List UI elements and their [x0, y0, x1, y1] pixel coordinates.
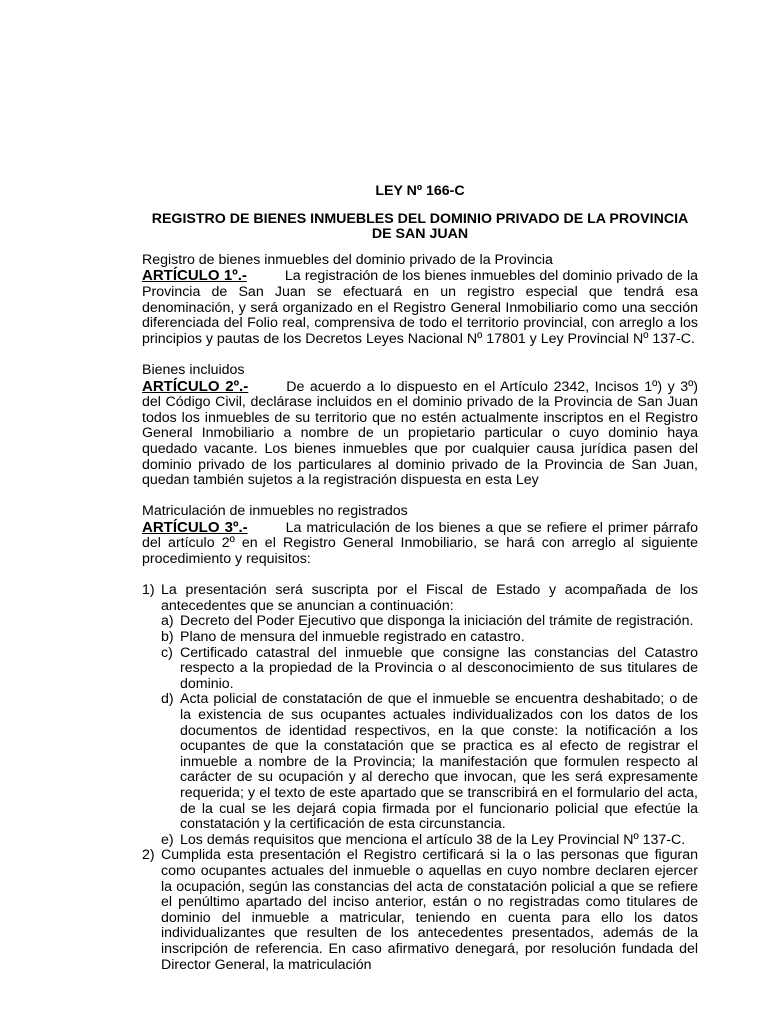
article-2-body: [142, 379, 698, 489]
article-2-text: De acuerdo a lo dispuesto en el Artículo 2342, Incisos 1º) y 3º) del Código Civil, declárase incluidos en el dominio privado de la Provincia de San Juan todos los inmuebles de su territorio que no estén actualmente inscriptos en el Registro General Inmobiliario a nombre de un propietario particular o cuyo dominio haya quedado vacante. Los bienes inmuebles que por cualquier causa jurídica pasen del dominio privado de los particulares al dominio privado de la Provincia de San Juan, quedan también sujetos a la registración dispuesta en esta Ley: [142, 378, 698, 489]
article-1-text: La registración de los bienes inmuebles del dominio privado de la Provincia de San Juan se efectuará en un registro especial que tendrá esa denominación, y será organizado en el Registro General Inmobiliario como una sección diferenciada del Folio real, comprensiva de todo el territorio provincial, con arreglo a los principios y pautas de los Decretos Leyes Nacional Nº 17801 y Ley Provincial Nº 137-C.: [142, 268, 698, 347]
requirements-sublist: [161, 614, 698, 848]
article-3-section: [142, 504, 698, 567]
article-3-text: La matriculación de los bienes a que se refiere el primer párrafo del artículo 2º en el Registro General Inmobiliario, se hará con arreglo al siguiente procedimiento y requisitos:: [142, 519, 698, 568]
list-item-text: La presentación será suscripta por el Fiscal de Estado y acompañada de los antecedentes que se anuncian a continuación:: [161, 582, 698, 614]
list-item-1: [142, 583, 698, 848]
sublist-item-text: Acta policial de constatación de que el inmueble se encuentra deshabitado; o de la existencia de sus ocupantes actuales individualizados con los datos de los documentos de identidad respectivos, en la que conste: la notificación a los ocupantes de que la constatación que se practica es al efecto de registrar el inmueble a nombre de la Provincia; la manifestación que formulen respecto al carácter de su ocupación y al derecho que invocan, que les será expresamente requerida; y el texto de este apartado que se transcribirá en el formulario del acta, de la cual se les dejará copia firmada por el funcionario policial que efectúe la constatación y la certificación de esta circunstancia.: [180, 691, 698, 833]
list-marker: 2): [142, 847, 155, 864]
article-1-body: [142, 268, 698, 347]
document-title: REGISTRO DE BIENES INMUEBLES DEL DOMINIO PRIVADO DE LA PROVINCIA DE SAN JUAN: [151, 210, 689, 243]
procedure-list: [142, 583, 698, 973]
sublist-item-e: [161, 833, 698, 849]
sublist-marker: a): [161, 613, 174, 630]
spacer: [142, 568, 698, 584]
article-2-subtitle: Bienes incluidos: [142, 361, 245, 378]
sublist-item-a: [161, 614, 698, 630]
article-2-label: ARTÍCULO 2º.-: [142, 377, 249, 395]
list-marker: 1): [142, 582, 155, 599]
sublist-item-text: Certificado catastral del inmueble que consigne las constancias del Catastro respecto a la propiedad de la Provincia o al desconocimiento de sus titulares de dominio.: [180, 644, 698, 692]
spacer: [142, 347, 698, 363]
sublist-item-text: Plano de mensura del inmueble registrado en catastro.: [180, 629, 525, 646]
sublist-marker: b): [161, 629, 174, 646]
list-item-2: [142, 848, 698, 973]
article-1-section: [142, 253, 698, 348]
sublist-item-text: Los demás requisitos que menciona el artículo 38 de la Ley Provincial Nº 137-C.: [180, 831, 686, 848]
sublist-marker: d): [161, 691, 174, 708]
law-number: LEY Nº 166-C: [375, 183, 465, 199]
sublist-item-b: [161, 630, 698, 646]
sublist-marker: c): [161, 644, 173, 661]
article-2-section: [142, 363, 698, 489]
article-3-body: [142, 520, 698, 568]
sublist-item-text: Decreto del Poder Ejecutivo que disponga la iniciación del trámite de registración.: [180, 613, 694, 630]
article-1-subtitle: Registro de bienes inmuebles del dominio privado de la Provincia: [142, 251, 553, 268]
spacer: [142, 489, 698, 505]
document-page: [142, 184, 698, 973]
sublist-marker: e): [161, 831, 174, 848]
list-item-text: Cumplida esta presentación el Registro certificará si la o las personas que figuran como ocupantes actuales del inmueble o aquellas en cuyo nombre declaren ejercer la ocupación, según las constancias del acta de constatación policial a que se refiere el penúltimo apartado del inciso anterior, están o no registradas como titulares de dominio del inmueble a matricular, teniendo en cuenta para ello los datos individualizantes que resulten de los antecedentes presentados, además de la inscripción de referencia. En caso afirmativo denegará, por resolución fundada del Director General, la matriculación: [161, 847, 698, 973]
article-1-label: ARTÍCULO 1º.-: [142, 267, 247, 285]
article-3-subtitle: Matriculación de inmuebles no registrados: [142, 503, 408, 520]
sublist-item-c: [161, 646, 698, 693]
sublist-item-d: [161, 692, 698, 832]
article-3-label: ARTÍCULO 3º.-: [142, 518, 248, 536]
